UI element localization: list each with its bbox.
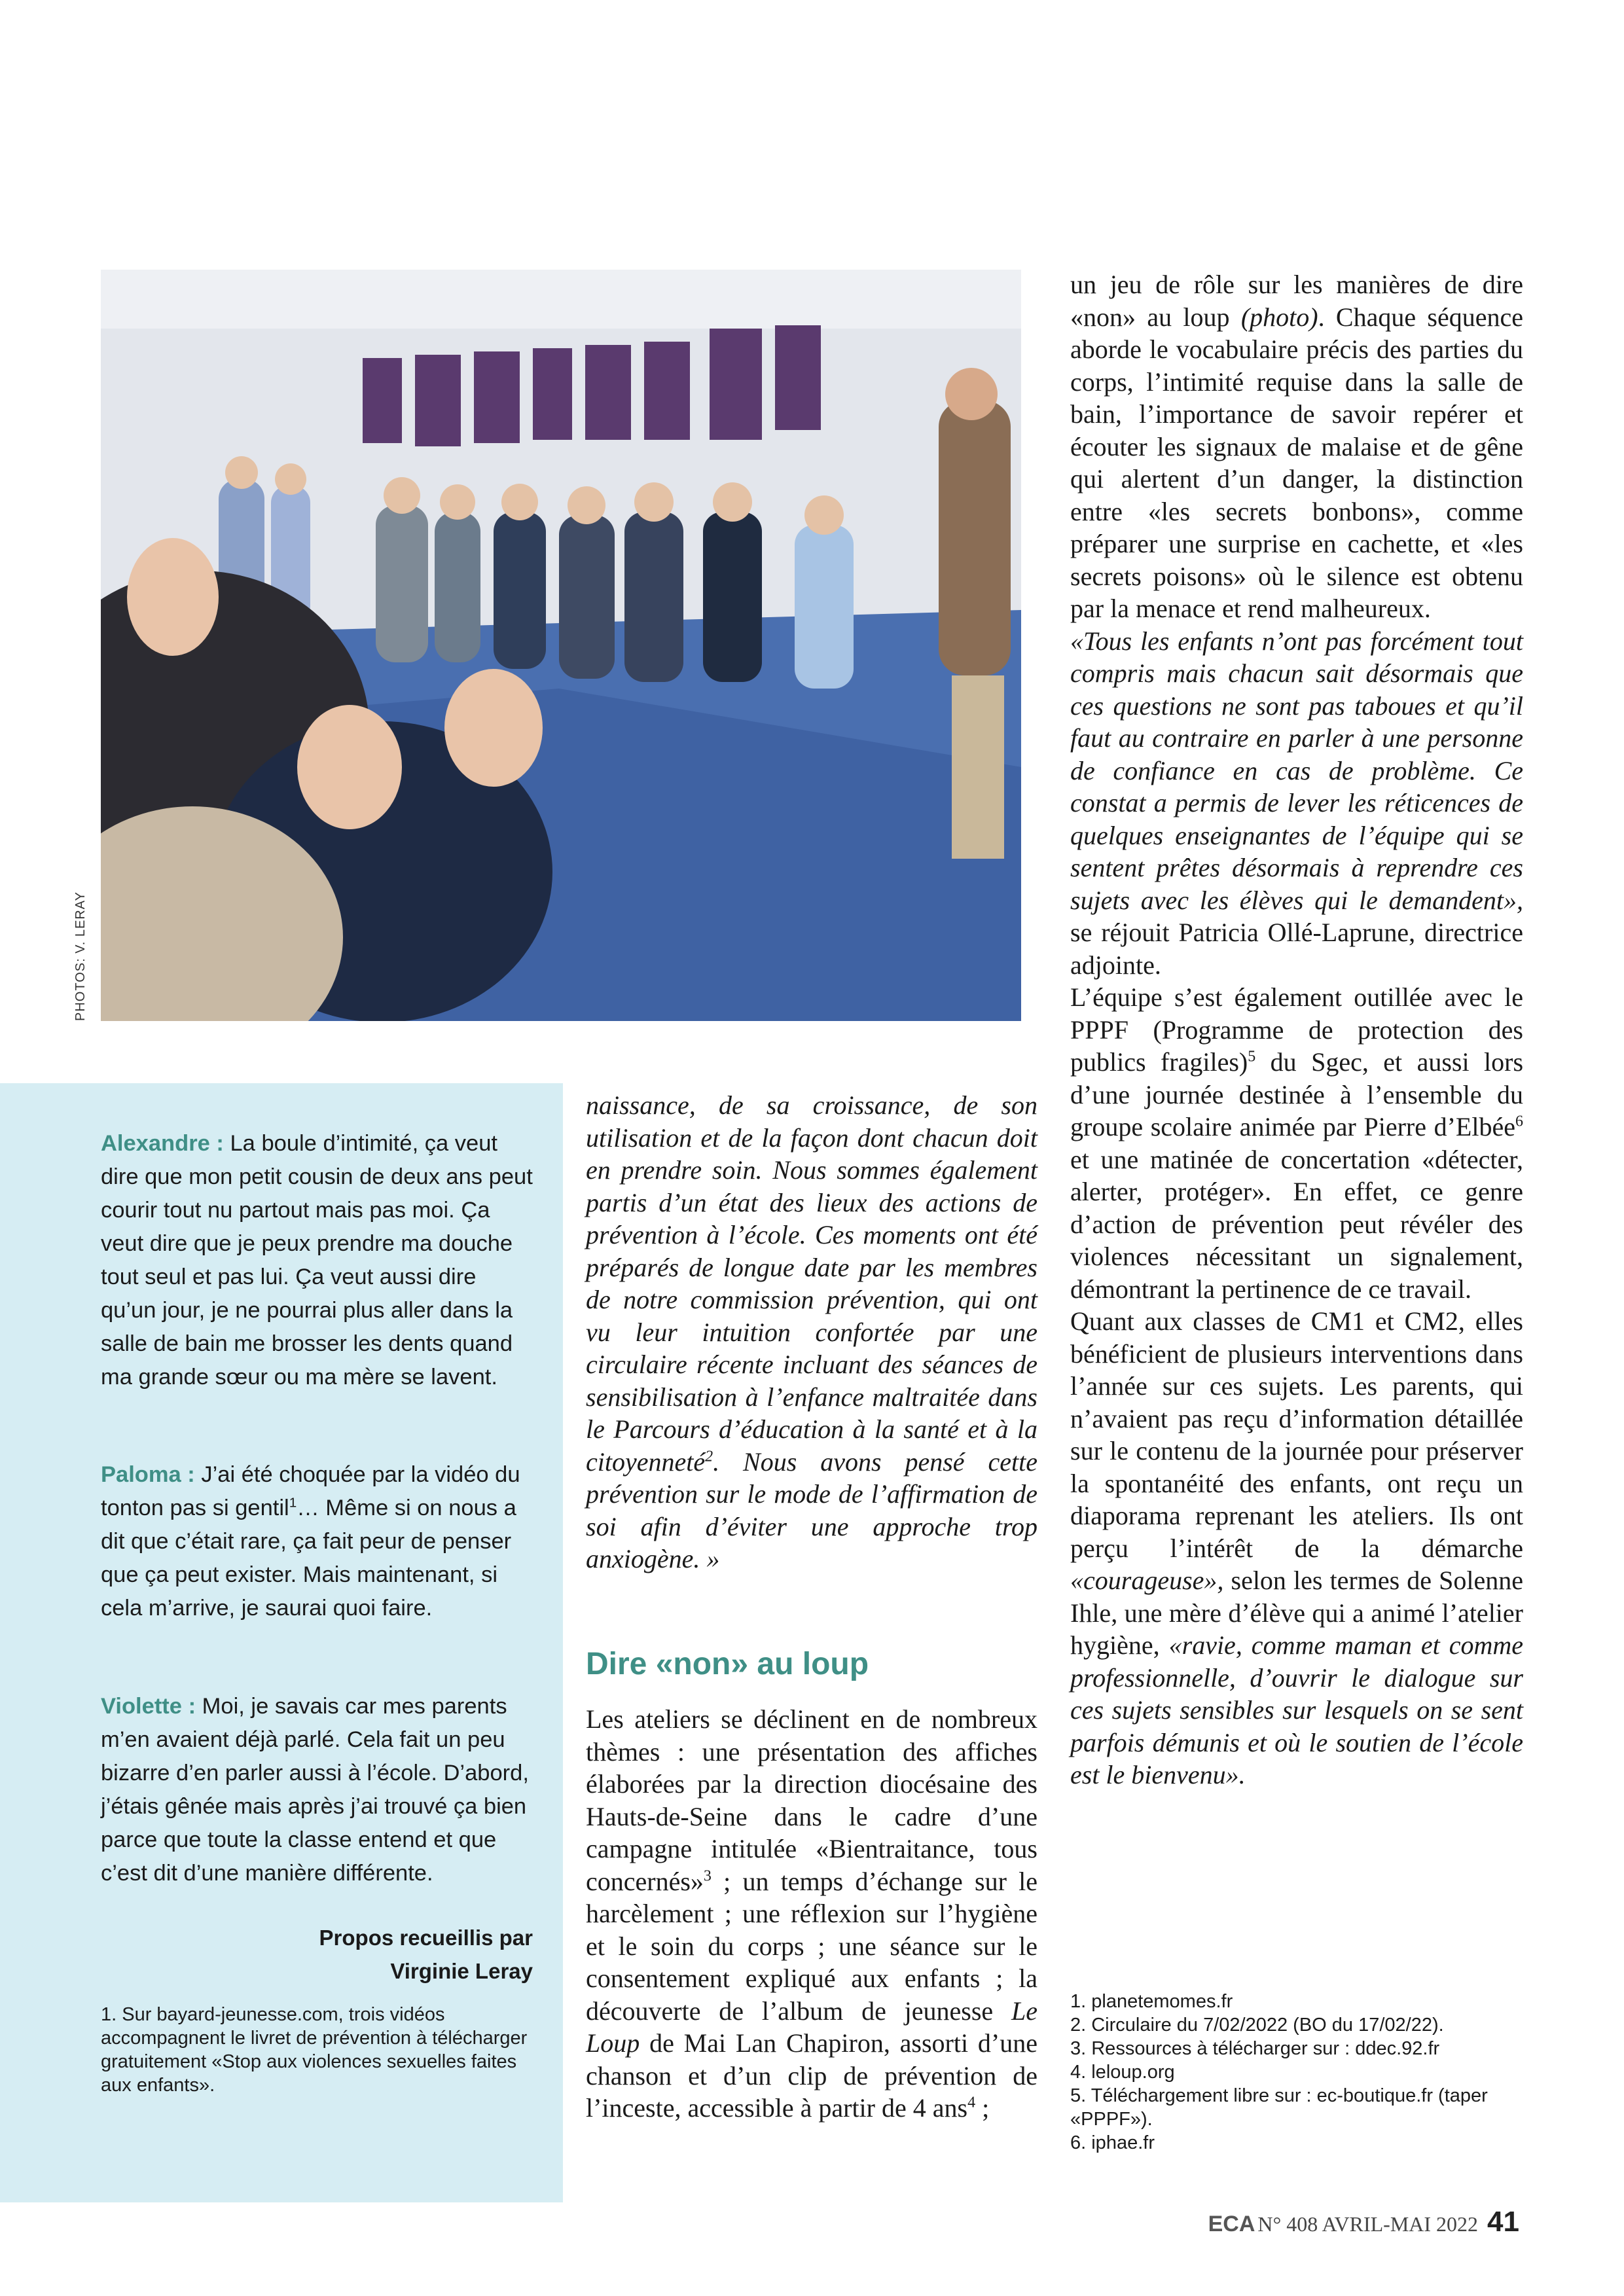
testimony-text: J’ai été choquée par la vidéo du tonton pas si gentil bbox=[101, 1462, 520, 1520]
footnote-ref: 1 bbox=[289, 1495, 297, 1511]
body-text: . Chaque séquence aborde le vocabulaire précis des parties du corps, l’intimité requise dans la salle de bain, l’importance de savoir repérer et écouter les signaux de malaise et de gêne qui alertent d’un danger, la distinction entre «les secrets bonbons», comme préparer une surprise en cachette, et «les secrets poisons» où le silence est obtenu par la menace et rend malheureux. bbox=[1070, 302, 1523, 623]
testimony-text: Moi, je savais car mes parents m’en avaient déjà parlé. Cela fait un peu bizarre d’en parler aussi à l’école. D’abord, j’étais gênée mais après j’ai trouvé ça bien parce que toute la classe entend et que c’est dit d’une manière différente. bbox=[101, 1694, 529, 1886]
classroom-photo-illustration bbox=[101, 270, 1021, 1021]
body-text: selon les termes de Solenne Ihle, une mère d’élève qui a animé l’atelier hygiène, bbox=[1070, 1566, 1523, 1660]
footnote-item: 3. Ressources à télécharger sur : ddec.92.fr bbox=[1070, 2038, 1440, 2059]
body-text: de Mai Lan Chapiron, assorti d’une chanson et d’un clip de prévention de l’inceste, accessible à partir de 4 ans bbox=[586, 2028, 1038, 2123]
quote-text: . Nous avons pensé cette prévention sur le mode de l’affirmation de soi afin d’éviter une approche trop anxiogène. » bbox=[586, 1446, 1038, 1573]
testimony-name: Paloma : bbox=[101, 1462, 195, 1487]
body-text: se réjouit Patricia Ollé-Laprune, directrice adjointe. bbox=[1070, 918, 1523, 980]
right-column bbox=[1070, 268, 1523, 1791]
issue-info: N° 408 AVRIL-MAI 2022 bbox=[1257, 2212, 1479, 2236]
footnotes bbox=[1070, 1990, 1523, 2155]
signature-author: Virginie Leray bbox=[390, 1959, 533, 1983]
signature bbox=[101, 1921, 533, 1988]
sidebar-footnote: 1. Sur bayard-jeunesse.com, trois vidéos accompagnent le livret de prévention à télécharger gratuitement «Stop aux violences sexuelles faites aux enfants». bbox=[101, 2004, 528, 2096]
photo-ref: (photo) bbox=[1240, 302, 1318, 332]
body-text: Les ateliers se déclinent en de nombreux thèmes : une présentation des affiches élaborées par la direction diocésaine des Hauts-de-Seine dans le cadre d’une campagne intitulée «Bientraitance, tous concernés» bbox=[586, 1704, 1038, 1896]
testimony-violette bbox=[101, 1690, 533, 1890]
body-text: ; bbox=[975, 2093, 990, 2123]
quote-text: «ravie, comme maman et comme professionnelle, d’ouvrir le dialogue sur ces sujets sensibles sur lesquels on se sent parfois démunis et où le soutien de l’école est le bienvenu». bbox=[1070, 1630, 1524, 1789]
body-text: et une matinée de concertation «détecter, alerter, protéger». En effet, ce genre d’action de prévention peut révéler des violences nécessitant un signalement, démontrant la pertinence de ce travail. bbox=[1070, 1144, 1523, 1304]
section-heading: Dire «non» au loup bbox=[586, 1647, 869, 1681]
body-text: Quant aux classes de CM1 et CM2, elles bénéficient de plusieurs interventions dans l’année sur ces sujets. Les parents, qui n’avaient pas reçu d’information détaillée sur le contenu de la journée pour préserver la spontanéité des enfants, ont reçu un diaporama reprenant les ateliers. Ils ont perçu l’intérêt de la démarche bbox=[1070, 1306, 1523, 1563]
testimony-name: Violette : bbox=[101, 1694, 196, 1719]
testimony-text: … Même si on nous a dit que c’était rare, ça fait peur de penser que ça peut exister. Mais maintenant, si cela m’arrive, je saurai quoi faire. bbox=[101, 1496, 516, 1621]
quote-text: «Tous les enfants n’ont pas forcément tout compris mais chacun sait désormais que ces questions ne sont pas taboues et qu’il faut au contraire en parler à une personne de confiance en cas de problème. Ce constat a permis de lever les réticences de quelques enseignantes de l’équipe qui se sentent prêtes désormais à reprendre ces sujets avec les élèves qui le demandent», bbox=[1070, 626, 1523, 915]
magazine-name: ECA bbox=[1208, 2212, 1255, 2236]
workshops-paragraph bbox=[586, 1703, 1038, 2125]
footnote-ref: 2 bbox=[705, 1448, 713, 1465]
quote-text: «courageuse», bbox=[1070, 1566, 1224, 1595]
quote-continuation bbox=[586, 1089, 1038, 1575]
page-number: 41 bbox=[1487, 2206, 1519, 2238]
footnote-ref: 6 bbox=[1515, 1113, 1523, 1130]
classroom-photo bbox=[101, 270, 1021, 1021]
footnote-ref: 4 bbox=[967, 2094, 976, 2111]
photo-credit: PHOTOS: V. LERAY bbox=[73, 891, 88, 1021]
signature-line: Propos recueillis par bbox=[319, 1926, 533, 1950]
footnote-item: 5. Téléchargement libre sur : ec-boutique.fr (taper «PPPF»). bbox=[1070, 2085, 1488, 2130]
testimony-alexandre bbox=[101, 1127, 533, 1394]
footnote-ref: 3 bbox=[703, 1867, 712, 1885]
body-text: L’équipe s’est également outillée avec le PPPF (Programme de protection des publics fragiles) bbox=[1070, 982, 1523, 1077]
footnote-ref: 5 bbox=[1248, 1048, 1256, 1066]
testimony-text: La boule d’intimité, ça veut dire que mon petit cousin de deux ans peut courir tout nu partout mais pas moi. Ça veut dire que je peux prendre ma douche tout seul et pas lui. Ça veut aussi dire qu’un jour, je ne pourrai plus aller dans la salle de bain me brosser les dents quand ma grande sœur ou ma mère se lavent. bbox=[101, 1131, 533, 1390]
testimony-paloma bbox=[101, 1458, 533, 1625]
body-text: ; un temps d’échange sur le harcèlement ; une réflexion sur l’hygiène et le soin du corps ; une séance sur le consentement expliqué aux enfants ; la découverte de l’album de jeunesse bbox=[586, 1866, 1038, 2026]
book-title: Le Loup bbox=[586, 1996, 1038, 2058]
testimony-name: Alexandre : bbox=[101, 1131, 224, 1156]
page-footer bbox=[1208, 2206, 1519, 2238]
footnote-item: 4. leloup.org bbox=[1070, 2062, 1175, 2083]
body-text: du Sgec, et aussi lors d’une journée destinée à l’ensemble du groupe scolaire animée par Pierre d’Elbée bbox=[1070, 1047, 1524, 1141]
footnote-item: 6. iphae.fr bbox=[1070, 2132, 1155, 2153]
quote-text: naissance, de sa croissance, de son utilisation et de la façon dont chacun doit en prendre soin. Nous sommes également partis d’un état des lieux des actions de prévention à l’école. Ces moments ont été préparés de longue date par les membres de notre commission prévention, qui ont vu leur intuition confortée par une circulaire récente incluant des séances de sensibilisation à l’enfance maltraitée dans le Parcours d’éducation à la santé et à la citoyenneté bbox=[586, 1090, 1038, 1477]
footnote-item: 1. planetemomes.fr bbox=[1070, 1991, 1233, 2012]
body-text: un jeu de rôle sur les manières de dire «non» au loup bbox=[1070, 270, 1523, 332]
footnote-item: 2. Circulaire du 7/02/2022 (BO du 17/02/22). bbox=[1070, 2015, 1444, 2036]
